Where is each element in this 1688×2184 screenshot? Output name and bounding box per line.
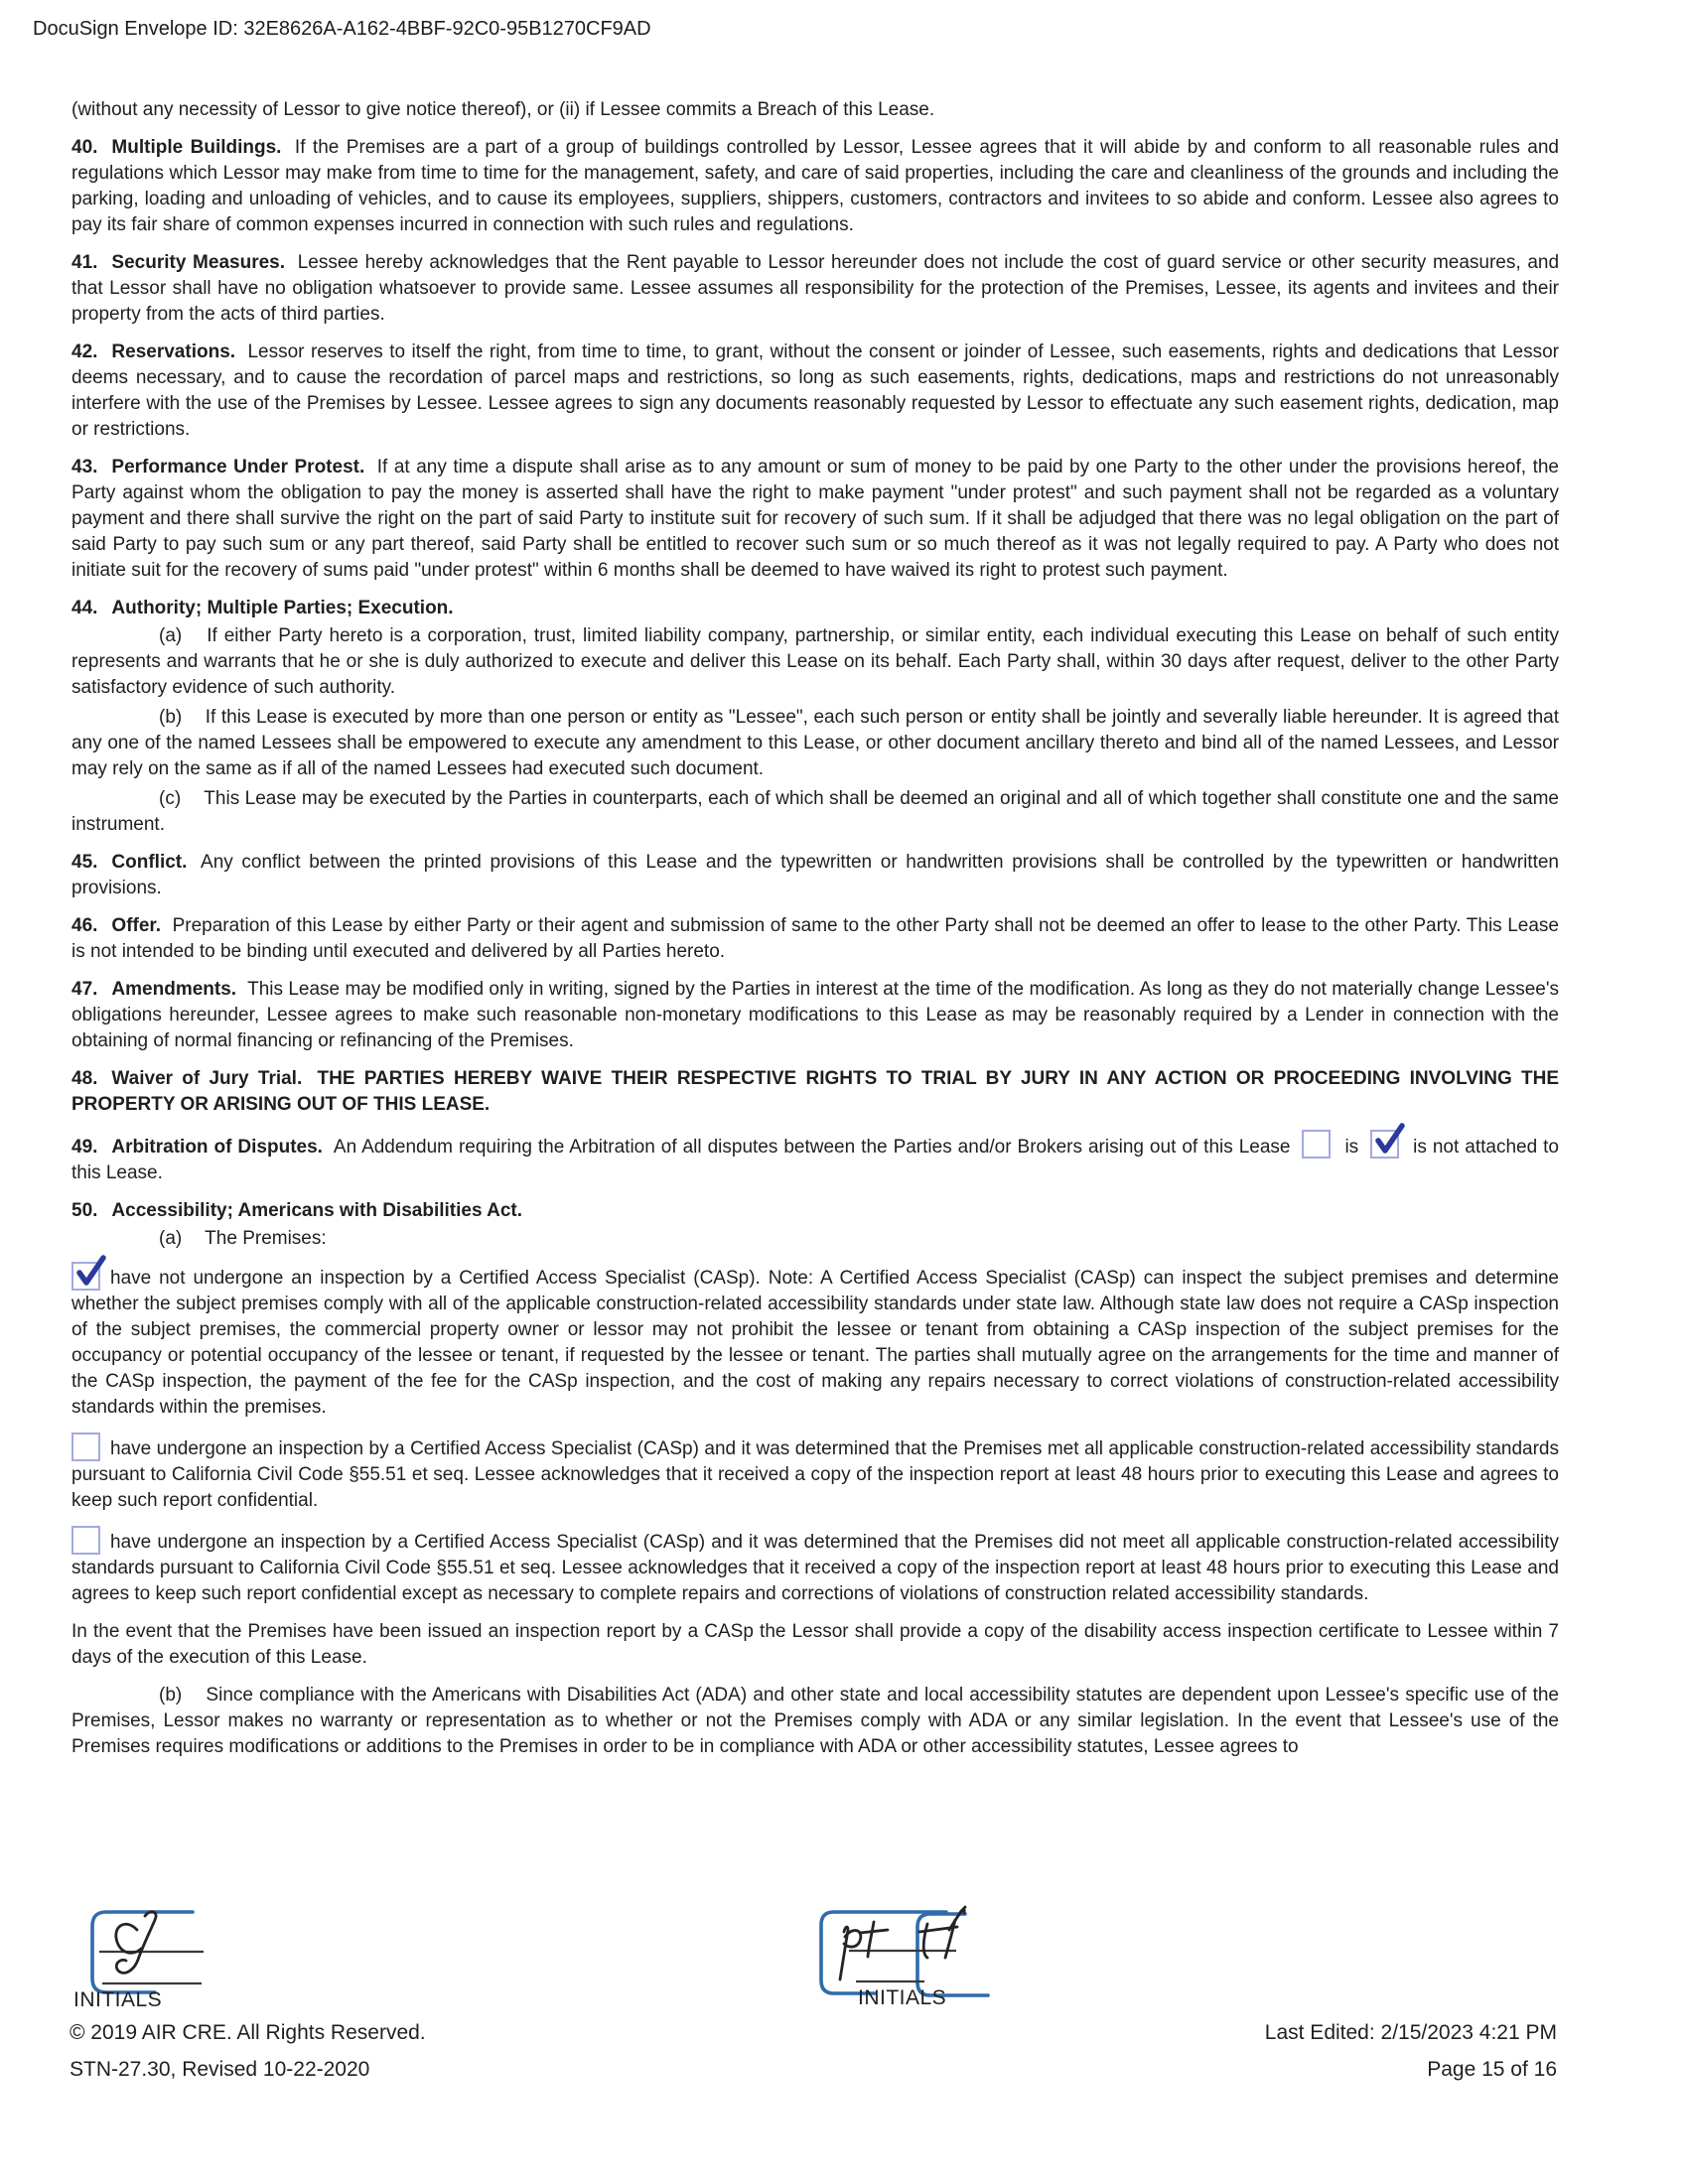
section-49	[71, 1130, 1559, 1186]
section-44a	[71, 623, 1559, 701]
intro-paragraph: (without any necessity of Lessor to give notice thereof), or (ii) if Lessee commits a Breach of this Lease.	[71, 99, 935, 120]
check-icon	[1372, 1122, 1406, 1159]
footer-page-number: Page 15 of 16	[1427, 2058, 1557, 2081]
section-title: Accessibility; Americans with Disabilities Act.	[111, 1200, 522, 1221]
section-title: Authority; Multiple Parties; Execution.	[111, 598, 454, 618]
option-text: have undergone an inspection by a Certified Access Specialist (CASp) and it was determined that the Premises met all applicable construction-related accessibility standards pursuant to California Civil Code §55.51 et seq. Lessee acknowledges that it received a copy of the inspection report at least 48 hours prior to executing this Lease and agrees to keep such report confidential.	[71, 1438, 1559, 1511]
section-42	[71, 340, 1559, 443]
section-text: This Lease may be modified only in writing, signed by the Parties in interest at the time of the modification. As long as they do not materially change Lessee's obligations hereunder, Lessee agrees to make such reasonable non-monetary modifications to this Lease as may be reasonably required by a Lender in connection with the obtaining of normal financing or refinancing of the Premises.	[71, 979, 1559, 1051]
check-icon	[73, 1254, 107, 1291]
is-label: is	[1344, 1137, 1359, 1158]
section-50-heading	[71, 1198, 1559, 1224]
initials-label-right: INITIALS	[858, 1986, 947, 2009]
initials-label-left: INITIALS	[73, 1988, 163, 2011]
section-number: 49.	[71, 1137, 98, 1158]
option-text: have undergone an inspection by a Certified Access Specialist (CASp) and it was determined that the Premises did not meet all applicable construction-related accessibility standards pursuant to California Civil Code §55.51 et seq. Lessee acknowledges that it received a copy of the inspection report at least 48 hours prior to executing this Lease and agrees to keep such report confidential except as necessary to complete repairs and corrections of violations of construction related accessibility standards.	[71, 1532, 1559, 1604]
casp-option-inspected-not-met	[71, 1526, 1559, 1607]
section-44-heading	[71, 596, 1559, 621]
section-title: Arbitration of Disputes.	[111, 1137, 323, 1158]
section-title: Conflict.	[111, 852, 188, 873]
checkbox-casp-inspected-not-met[interactable]	[71, 1526, 100, 1555]
option-text: have not undergone an inspection by a Certified Access Specialist (CASp). Note: A Certified Access Specialist (CASp) can inspect the subject premises and determine whether the subject premises comply with all of the applicable construction-related accessibility standards under state law. Although state law does not require a CASp inspection of the subject premises, the commercial property owner or lessor may not prohibit the lessee or tenant from obtaining a CASp inspection of the subject premises for the occupancy or potential occupancy of the lessee or tenant, if requested by the lessee or tenant. The parties shall mutually agree on the arrangements for the time and manner of the CASp inspection, the payment of the fee for the CASp inspection, and the cost of making any repairs necessary to correct violations of construction-related accessibility standards within the premises.	[71, 1268, 1559, 1418]
section-44b	[71, 705, 1559, 782]
section-title: Amendments.	[111, 979, 237, 1000]
casp-option-not-inspected	[71, 1262, 1559, 1421]
casp-option-inspected-met	[71, 1433, 1559, 1514]
subsection-text: This Lease may be executed by the Parties in counterparts, each of which shall be deemed an original and all of which together shall constitute one and the same instrument.	[71, 788, 1559, 835]
lease-body	[71, 97, 1559, 1764]
section-title: Reservations.	[111, 341, 236, 362]
section-48	[71, 1066, 1559, 1118]
section-title: Performance Under Protest.	[111, 457, 365, 478]
section-number: 45.	[71, 852, 98, 873]
section-number: 50.	[71, 1200, 98, 1221]
section-number: 44.	[71, 598, 98, 618]
subsection-label: (b)	[159, 707, 183, 728]
section-title: Multiple Buildings.	[111, 137, 282, 158]
handwritten-initials-jc	[116, 1912, 156, 1974]
section-text: Preparation of this Lease by either Party or their agent and submission of same to the other Party shall not be deemed an offer to lease to the other Party. This Lease is not intended to be binding until executed and delivered by all Parties hereto.	[71, 915, 1559, 962]
section-title: Waiver of Jury Trial.	[111, 1068, 303, 1089]
checkbox-casp-not-inspected[interactable]	[71, 1262, 100, 1291]
subsection-label: (a)	[159, 1228, 183, 1249]
subsection-label: (c)	[159, 788, 182, 809]
section-number: 40.	[71, 137, 98, 158]
footer-last-edited: Last Edited: 2/15/2023 4:21 PM	[1264, 2021, 1557, 2044]
section-number: 46.	[71, 915, 98, 936]
section-46	[71, 913, 1559, 965]
casp-note-paragraph: In the event that the Premises have been issued an inspection report by a CASp the Lessor shall provide a copy of the disability access inspection certificate to Lessee within 7 days of the execution of this Lease.	[71, 1621, 1559, 1668]
checkbox-arbitration-is-not[interactable]	[1370, 1130, 1399, 1159]
footer-copyright: © 2019 AIR CRE. All Rights Reserved.	[70, 2021, 426, 2044]
checkbox-casp-inspected-met[interactable]	[71, 1433, 100, 1461]
section-41	[71, 250, 1559, 328]
section-number: 48.	[71, 1068, 98, 1089]
checkbox-arbitration-is[interactable]	[1302, 1130, 1331, 1159]
subsection-text: If this Lease is executed by more than one person or entity as "Lessee", each such person or entity shall be jointly and severally liable hereunder. It is agreed that any one of the named Lessees shall be empowered to execute any amendment to this Lease, or other document ancillary thereto and bind all of the named Lessees, and Lessor may rely on the same as if all of the named Lessees had executed such document.	[71, 707, 1559, 779]
section-text: If the Premises are a part of a group of buildings controlled by Lessor, Lessee agrees that it will abide by and conform to all reasonable rules and regulations which Lessor may make from time to time for the management, safety, and care of said properties, including the care and cleanliness of the grounds and including the parking, loading and unloading of vehicles, and to cause its employees, suppliers, shippers, customers, contractors and invitees to so abide and conform. Lessee also agrees to pay its fair share of common expenses incurred in connection with such rules and regulations.	[71, 137, 1559, 235]
section-44c	[71, 786, 1559, 838]
section-number: 42.	[71, 341, 98, 362]
section-text: Lessee hereby acknowledges that the Rent payable to Lessor hereunder does not include the cost of guard service or other security measures, and that Lessor shall have no obligation whatsoever to provide same. Lessee assumes all responsibility for the protection of the Premises, Lessee, its agents and invitees and their property from the acts of third parties.	[71, 252, 1560, 325]
docusign-envelope-id: DocuSign Envelope ID: 32E8626A-A162-4BBF-92C0-95B1270CF9AD	[33, 18, 651, 40]
footer-form-id: STN-27.30, Revised 10-22-2020	[70, 2058, 370, 2081]
subsection-text: If either Party hereto is a corporation, trust, limited liability company, partnership, or similar entity, each individual executing this Lease on behalf of such entity represents and warrants that he or she is duly authorized to execute and deliver this Lease on its behalf. Each Party shall, within 30 days after request, deliver to the other Party satisfactory evidence of such authority.	[71, 625, 1560, 698]
section-title: Security Measures.	[111, 252, 286, 273]
section-text: An Addendum requiring the Arbitration of all disputes between the Parties and/or Brokers arising out of this Lease	[333, 1137, 1291, 1158]
subsection-label: (b)	[159, 1685, 183, 1706]
section-43	[71, 455, 1559, 584]
section-50b	[71, 1683, 1559, 1760]
section-40	[71, 135, 1559, 238]
section-47	[71, 977, 1559, 1054]
subsection-label: (a)	[159, 625, 183, 646]
is-not-label: is not	[1413, 1137, 1460, 1158]
section-number: 47.	[71, 979, 98, 1000]
subsection-text: Since compliance with the Americans with Disabilities Act (ADA) and other state and local accessibility statutes are dependent upon Lessee's specific use of the Premises, Lessor makes no warranty or representation as to whether or not the Premises comply with ADA or any similar legislation. In the event that Lessee's use of the Premises requires modifications or additions to the Premises in order to be in compliance with ADA or other accessibility statutes, Lessee agrees to	[71, 1685, 1559, 1757]
section-text: If at any time a dispute shall arise as to any amount or sum of money to be paid by one Party to the other under the provisions hereof, the Party against whom the obligation to pay the money is asserted shall have the right to make payment "under protest" and such payment shall not be regarded as a voluntary payment and there shall survive the right on the part of said Party to institute suit for recovery of such sum. If it shall be adjudged that there was no legal obligation on the part of said Party to pay such sum or any part thereof, said Party shall be entitled to recover such sum or so much thereof as it was not legally required to pay. A Party who does not initiate suit for the recovery of sums paid "under protest" within 6 months shall be deemed to have waived its right to protest such payment.	[71, 457, 1559, 581]
section-text: Any conflict between the printed provisions of this Lease and the typewritten or handwritten provisions shall be controlled by the typewritten or handwritten provisions.	[71, 852, 1560, 898]
section-title: Offer.	[111, 915, 162, 936]
section-text: attached to this Lease.	[71, 1137, 1559, 1183]
section-number: 41.	[71, 252, 98, 273]
subsection-text: The Premises:	[205, 1228, 327, 1249]
section-50a-heading	[71, 1226, 1559, 1252]
section-45	[71, 850, 1559, 901]
section-text-bold: THE PARTIES HEREBY WAIVE THEIR RESPECTIVE RIGHTS TO TRIAL BY JURY IN ANY ACTION OR PROCEEDING INVOLVING THE PROPERTY OR ARISING OUT OF THIS LEASE.	[71, 1068, 1559, 1115]
section-text: Lessor reserves to itself the right, from time to time, to grant, without the consent or joinder of Lessee, such easements, rights and dedications that Lessor deems necessary, and to cause the recordation of parcel maps and restrictions, so long as such easements, rights, dedications, maps and restrictions do not unreasonably interfere with the use of the Premises by Lessee. Lessee agrees to sign any documents reasonably requested by Lessor to effectuate any such easement rights, dedication, map or restrictions.	[71, 341, 1559, 440]
section-number: 43.	[71, 457, 98, 478]
